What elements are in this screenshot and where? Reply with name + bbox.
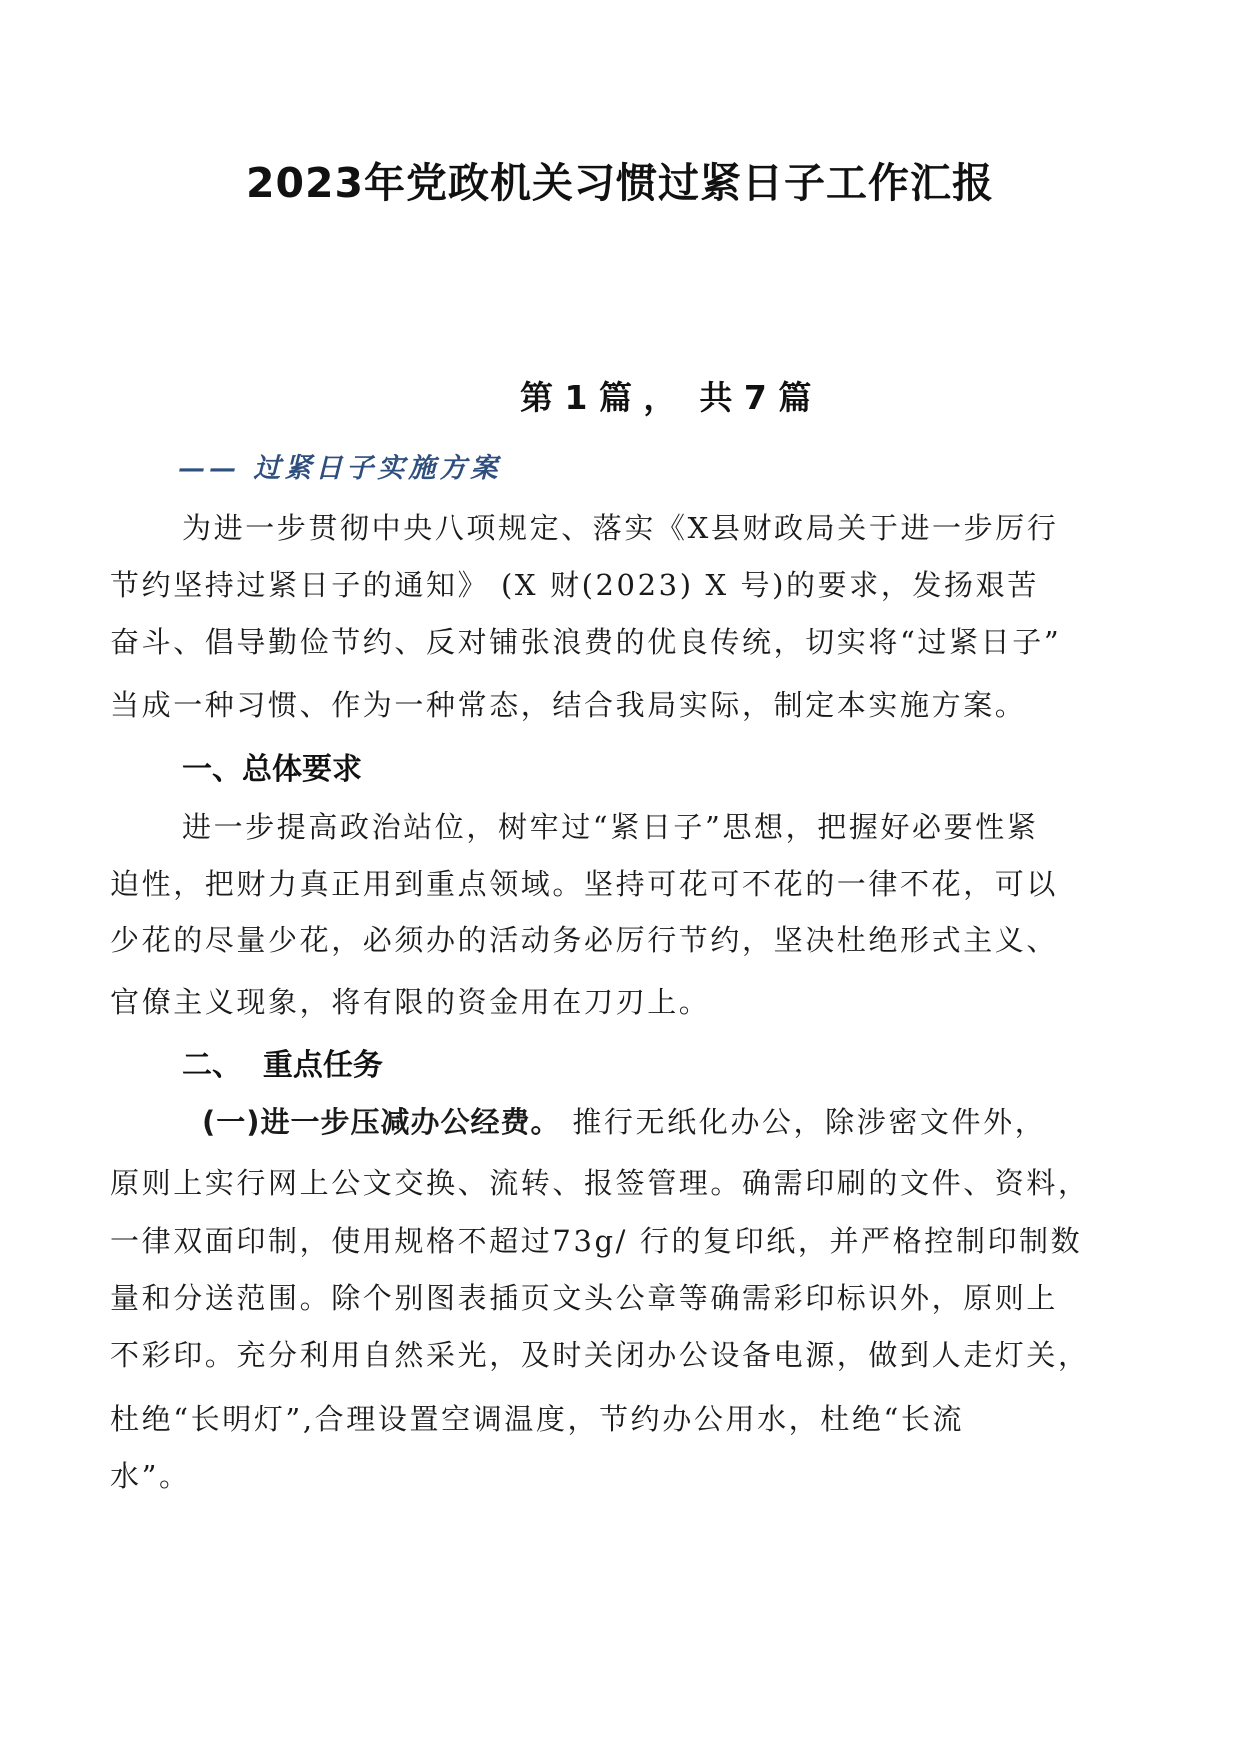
paragraph-line: 官僚主义现象，将有限的资金用在刀刃上。 [110, 985, 711, 1019]
paragraph-line: 迫性，把财力真正用到重点领域。坚持可花可不花的一律不花，可以 [110, 867, 1059, 901]
paragraph-line: 水”。 [110, 1459, 191, 1493]
paragraph-line: 进一步提高政治站位，树牢过“紧日子”思想，把握好必要性紧 [182, 810, 1039, 844]
intro-line: 为进一步贯彻中央八项规定、落实《X县财政局关于进一步厉行 [182, 511, 1059, 545]
paragraph-line: 杜绝“长明灯”,合理设置空调温度，节约办公用水，杜绝“长流 [110, 1402, 965, 1436]
intro-line: 当成一种习惯、作为一种常态，结合我局实际，制定本实施方案。 [110, 688, 1027, 722]
item-text: 推行无纸化办公，除涉密文件外， [560, 1105, 1047, 1139]
section-heading: 二、 重点任务 [182, 1048, 383, 1083]
paragraph-line: 一律双面印制，使用规格不超过73g/ 行的复印纸，并严格控制印制数 [110, 1224, 1083, 1258]
document-subtitle: —— 过紧日子实施方案 [178, 453, 502, 484]
paragraph-line: 量和分送范围。除个别图表插页文头公章等确需彩印标识外，原则上 [110, 1281, 1059, 1315]
part-indicator: 第 1 篇 ， 共 7 篇 [520, 378, 812, 417]
item-first-line [202, 1100, 1046, 1141]
intro-line: 节约坚持过紧日子的通知》 (X 财(2023) X 号)的要求，发扬艰苦 [110, 568, 1039, 602]
section-heading: 一、总体要求 [182, 752, 362, 787]
paragraph-line: 不彩印。充分利用自然采光，及时关闭办公设备电源，做到人走灯关， [110, 1338, 1090, 1372]
item-label: (一)进一步压减办公经费。 [202, 1105, 561, 1139]
paragraph-line: 少花的尽量少花，必须办的活动务必厉行节约，坚决杜绝形式主义、 [110, 923, 1059, 957]
document-title: 2023年党政机关习惯过紧日子工作汇报 [245, 159, 995, 207]
paragraph-line: 原则上实行网上公文交换、流转、报签管理。确需印刷的文件、资料， [110, 1166, 1090, 1200]
intro-line: 奋斗、倡导勤俭节约、反对铺张浪费的优良传统，切实将“过紧日子” [110, 625, 1062, 659]
